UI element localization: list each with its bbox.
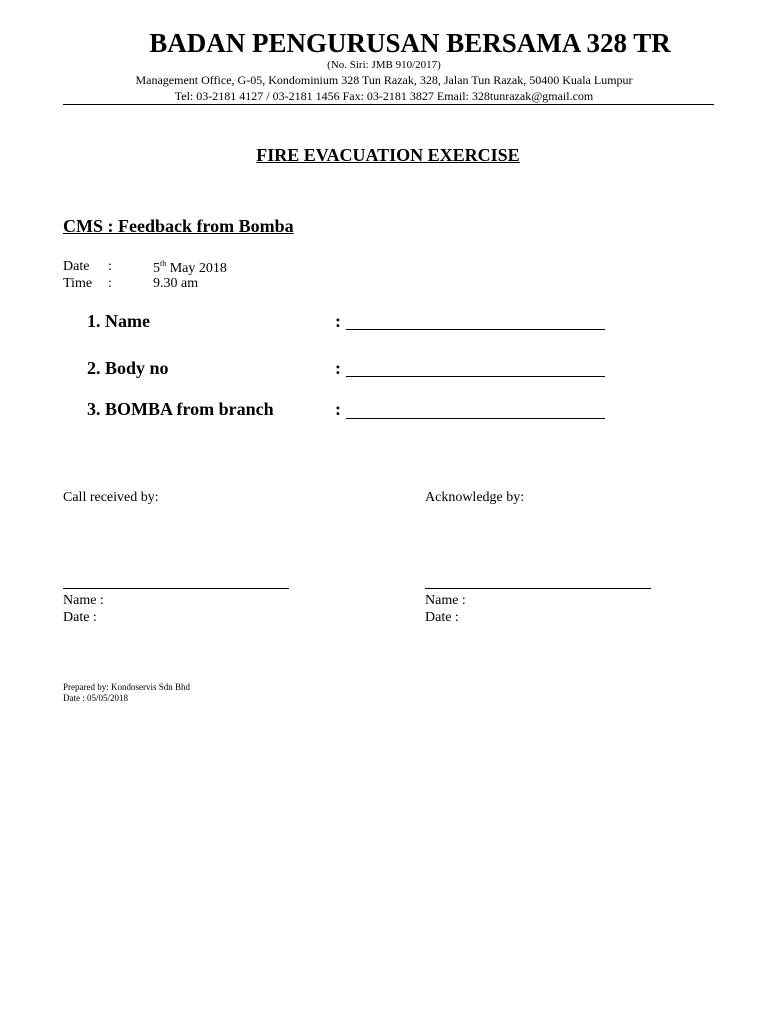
date-day: 5 (153, 261, 160, 276)
document-title: FIRE EVACUATION EXERCISE (256, 145, 520, 165)
date-colon: : (108, 259, 112, 274)
header-divider (63, 104, 714, 105)
acknowledge-signature-line[interactable] (425, 588, 651, 589)
acknowledge-date-label: Date : (425, 610, 459, 625)
prepared-by: Prepared by: Kondoservis Sdn Bhd (63, 682, 190, 692)
call-received-name-label: Name : (63, 593, 104, 608)
field-branch-label: 3. BOMBA from branch (87, 399, 274, 419)
field-name-label: 1. Name (87, 311, 150, 331)
call-received-heading: Call received by: (63, 490, 159, 505)
section-title: CMS : Feedback from Bomba (63, 216, 294, 236)
call-received-signature-line[interactable] (63, 588, 289, 589)
field-name-blank[interactable] (346, 329, 605, 330)
time-label: Time (63, 276, 93, 291)
acknowledge-name-label: Name : (425, 593, 466, 608)
call-received-date-label: Date : (63, 610, 97, 625)
field-name-colon: : (335, 311, 341, 331)
time-value: 9.30 am (153, 276, 199, 291)
field-body-no-label: 2. Body no (87, 358, 169, 378)
field-body-no-colon: : (335, 358, 341, 378)
registration-number: (No. Siri: JMB 910/2017) (327, 59, 441, 71)
date-suffix: th (160, 259, 167, 268)
field-body-no-blank[interactable] (346, 376, 605, 377)
office-address: Management Office, G-05, Kondominium 328 Tun Razak, 328, Jalan Tun Razak, 50400 Kuala Lumpur (135, 73, 633, 87)
footer-date: Date : 05/05/2018 (63, 693, 128, 703)
date-value (153, 259, 227, 277)
field-branch-blank[interactable] (346, 418, 605, 419)
field-branch-colon: : (335, 399, 341, 419)
date-label: Date (63, 259, 90, 274)
acknowledge-heading: Acknowledge by: (425, 490, 525, 505)
time-colon: : (108, 276, 112, 291)
date-rest: May 2018 (166, 261, 227, 276)
contact-details: Tel: 03-2181 4127 / 03-2181 1456 Fax: 03-2181 3827 Email: 328tunrazak@gmail.com (174, 89, 594, 103)
organization-name: BADAN PENGURUSAN BERSAMA 328 TR (149, 28, 671, 58)
